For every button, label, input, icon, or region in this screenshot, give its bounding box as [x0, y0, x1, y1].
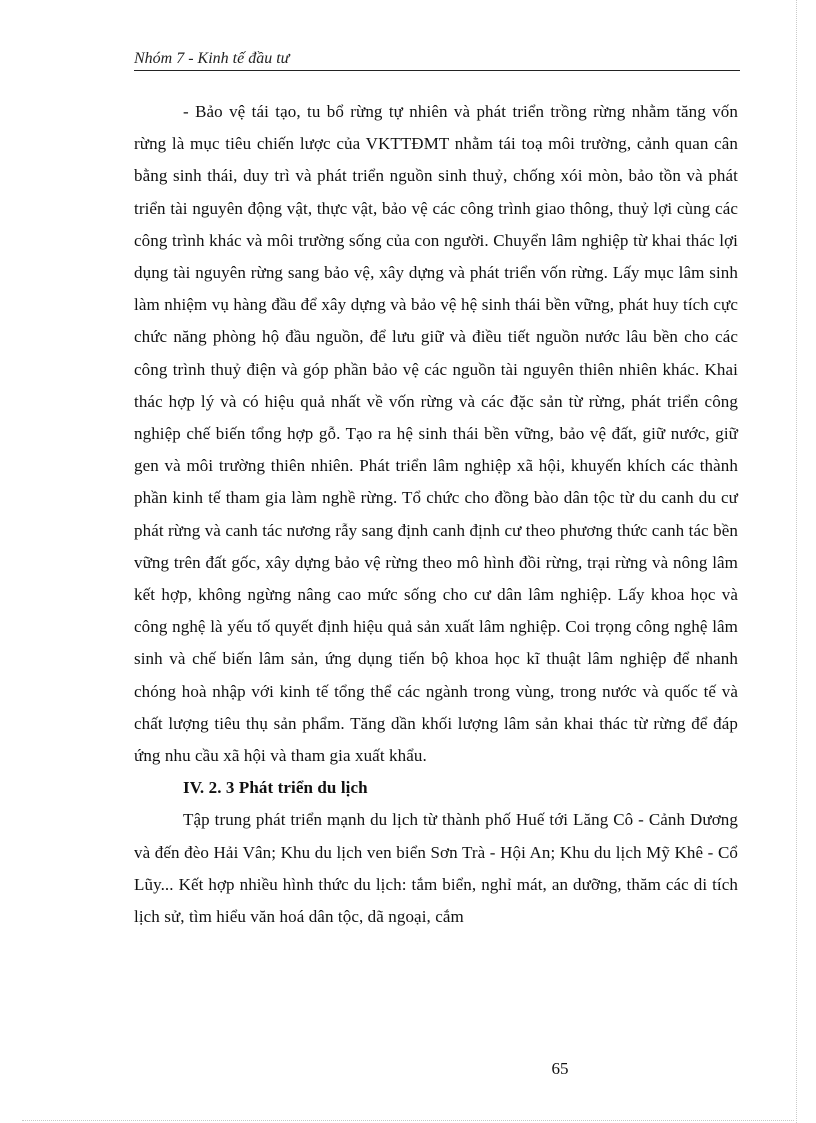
page-body	[134, 96, 738, 933]
page-bottom-border	[22, 1120, 794, 1121]
page-right-border	[796, 0, 797, 1123]
header-title: Nhóm 7 - Kinh tế đầu tư	[134, 50, 290, 67]
section-heading: IV. 2. 3 Phát triển du lịch	[183, 778, 368, 798]
body-paragraph: Tập trung phát triển mạnh du lịch từ thành phố Huế tới Lăng Cô - Cảnh Dương và đến đèo Hải Vân; Khu du lịch ven biển Sơn Trà - Hội An; Khu du lịch Mỹ Khê - Cổ Lũy... Kết hợp nhiều hình thức du lịch: tắm biển, nghỉ mát, an dưỡng, thăm các di tích lịch sử, tìm hiểu văn hoá dân tộc, dã ngoại, cắm	[134, 810, 738, 927]
page-header	[134, 48, 740, 71]
page-number: 65	[551, 1059, 569, 1078]
body-paragraph: - Bảo vệ tái tạo, tu bổ rừng tự nhiên và phát triển trồng rừng nhằm tăng vốn rừng là mục tiêu chiến lược của VKTTĐMT nhằm tái toạ môi trường, cảnh quan cân bằng sinh thái, duy trì và phát triển nguồn sinh thuỷ, chống xói mòn, bảo tồn và phát triển tài nguyên động vật, thực vật, bảo vệ các công trình giao thông, thuỷ lợi cùng các công trình khác và môi trường sống của con người. Chuyển lâm nghiệp từ khai thác lợi dụng tài nguyên rừng sang bảo vệ, xây dựng và phát triển vốn rừng. Lấy mục lâm sinh làm nhiệm vụ hàng đầu để xây dựng và bảo vệ hệ sinh thái bền vững, phát huy tích cực chức năng phòng hộ đầu nguồn, để lưu giữ và điều tiết nguồn nước lâu bền cho các công trình thuỷ điện và góp phần bảo vệ các nguồn tài nguyên thiên nhiên khác. Khai thác hợp lý và có hiệu quả nhất về vốn rừng và các đặc sản từ rừng, phát triển công nghiệp chế biến tổng hợp gỗ. Tạo ra hệ sinh thái bền vững, bảo vệ đất, giữ nước, giữ gen và môi trường thiên nhiên. Phát triển lâm nghiệp xã hội, khuyến khích các thành phần kinh tế tham gia làm nghề rừng. Tổ chức cho đồng bào dân tộc từ du canh du cư phát rừng và canh tác nương rẫy sang định canh định cư theo phương thức canh tác bền vững trên đất gốc, xây dựng bảo vệ rừng theo mô hình đồi rừng, trại rừng và nông lâm kết hợp, không ngừng nâng cao mức sống cho cư dân lâm nghiệp. Lấy khoa học và công nghệ là yếu tố quyết định hiệu quả sản xuất lâm nghiệp. Coi trọng công nghệ lâm sinh và chế biến lâm sản, ứng dụng tiến bộ khoa học kĩ thuật lâm nghiệp để nhanh chóng hoà nhập với kinh tế tổng thể các ngành trong vùng, trong nước và quốc tế và chất lượng tiêu thụ sản phẩm. Tăng dần khối lượng lâm sản khai thác từ rừng để đáp ứng nhu cầu xã hội và tham gia xuất khẩu.	[134, 102, 738, 766]
